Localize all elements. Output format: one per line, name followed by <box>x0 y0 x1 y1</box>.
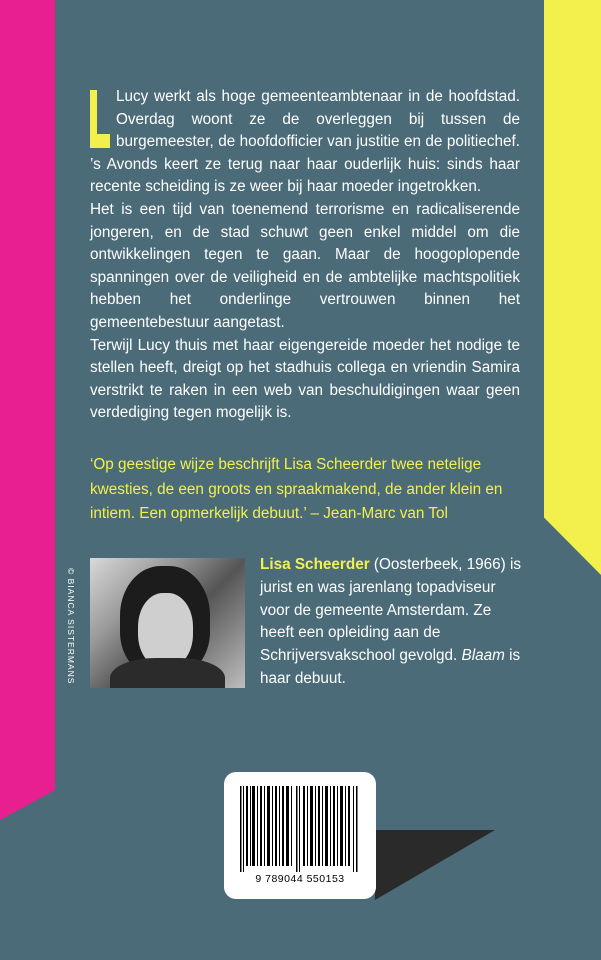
blurb-paragraph-3: Terwijl Lucy thuis met haar eigengereide moeder het nodige te stellen heeft, dreigt op het stadhuis collega en vriendin Samira verstrikt te raken in een web van beschuldigingen waar geen verdediging tegen mogelijk is. <box>90 336 520 422</box>
blurb-paragraph-1: Lucy werkt als hoge gemeenteambtenaar in de hoofdstad. Overdag woont ze de overleggen bij tussen de burgemeester, de hoofdofficier van justitie en de politiechef. ’s Avonds keert ze terug naar haar ouderlijk huis: sinds haar recente scheiding is ze weer bij haar moeder ingetrokken. <box>90 88 520 196</box>
pink-side-strip <box>0 0 55 820</box>
drop-cap-l-shape <box>90 90 110 148</box>
isbn-number: 9 789044 550153 <box>255 873 345 885</box>
blurb-paragraph-2: Het is een tijd van toenemend terrorisme en radicaliserende jongeren, en de stad schuwt geen enkel middel om die ontwikkelingen tegen te gaan. Maar de hoogoplopende spanningen over de veiligheid en de ambtelijke machtspolitiek hebben het onderlinge vertrouwen binnen het gemeentebestuur aangetast. <box>90 200 520 331</box>
yellow-side-strip <box>544 0 601 575</box>
author-bio-details: (Oosterbeek, 1966) is jurist en was jarenlang topadviseur voor de gemeente Amsterdam. Ze heeft een opleiding aan de Schrijversvakschool gevolgd. <box>260 556 522 665</box>
barcode-label <box>224 772 376 899</box>
barcode-shadow <box>375 830 495 900</box>
book-title: Blaam <box>461 647 505 665</box>
back-cover-blurb <box>90 86 520 425</box>
review-quote-text: ‘Op geestige wijze beschrijft Lisa Scheerder twee netelige kwesties, de een groots en spraakmakend, de ander klein en intiem. Een opmerkelijk debuut.’ – Jean-Marc van Tol <box>90 456 503 522</box>
author-bio <box>260 554 522 691</box>
review-quote <box>90 453 530 527</box>
author-bio-ending: is haar debuut. <box>260 647 521 687</box>
photo-credit: © BIANCA SISTERMANS <box>66 568 76 685</box>
barcode-icon <box>238 786 362 872</box>
author-photo <box>90 558 245 688</box>
author-name: Lisa Scheerder <box>260 556 370 573</box>
